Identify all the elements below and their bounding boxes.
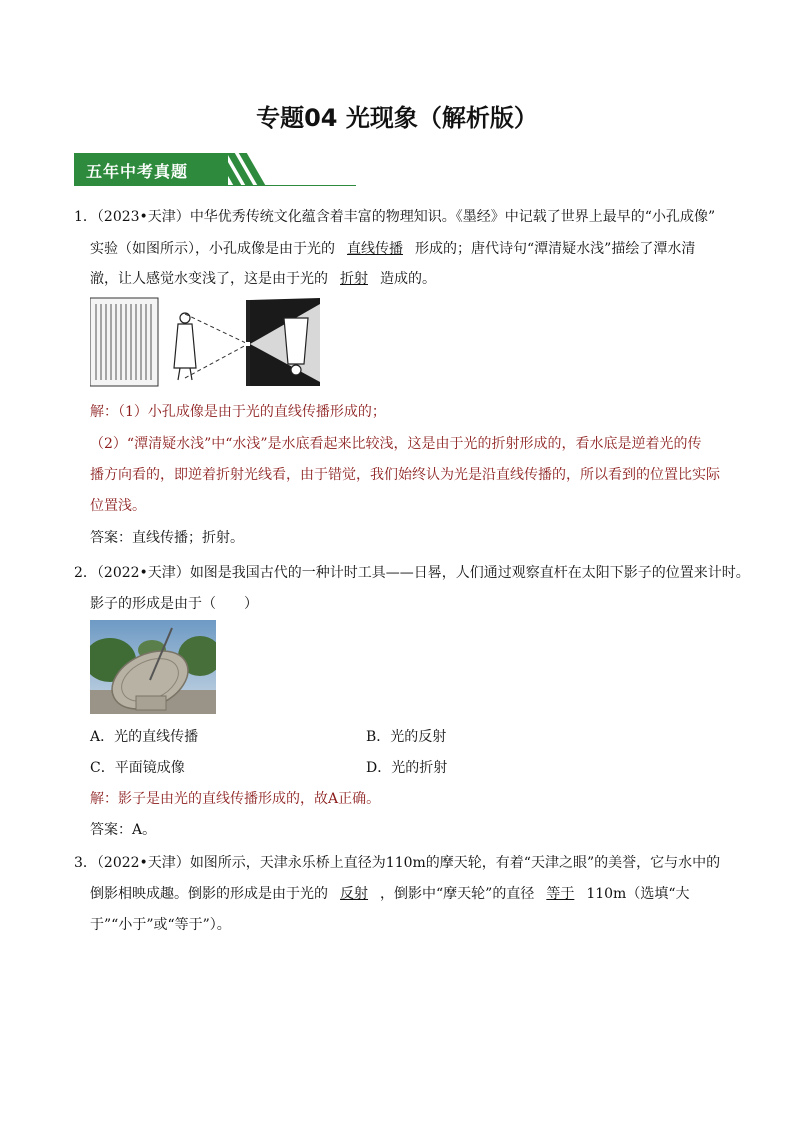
q1-blank-1: 直线传播 [347, 241, 403, 257]
q2-line1 [74, 562, 750, 582]
page-title: 专题04 光现象（解析版） [256, 104, 538, 132]
q2-source: （2022•天津） [96, 565, 190, 581]
q1-line2 [90, 238, 695, 258]
q1-text-2a: 实验（如图所示），小孔成像是由于光的 [90, 241, 335, 257]
standing-person [174, 313, 196, 380]
q3-blank-2: 等于 [546, 886, 575, 902]
q1-number: 1． [74, 209, 97, 225]
q1-blank-2: 折射 [340, 271, 368, 287]
banner-label: 五年中考真题 [86, 162, 189, 181]
banner-underline [74, 185, 356, 186]
q3-line2 [90, 883, 689, 903]
q1-text-1: 中华优秀传统文化蕴含着丰富的物理知识。《墨经》中记载了世界上最早的“小孔成像” [189, 209, 716, 225]
option-a: A．光的直线传播 [90, 729, 199, 745]
q1-answer: 答案：直线传播；折射。 [90, 530, 244, 546]
q1-text-3a: 澈，让人感觉水变浅了，这是由于光的 [90, 271, 328, 287]
section-banner [74, 153, 356, 187]
q2-answer: 答案：A。 [90, 822, 157, 838]
q3-line3: 于”“小于”或“等于”）。 [90, 917, 231, 933]
q1-source: （2023•天津） [96, 209, 190, 225]
q1-text-2b: 形成的；唐代诗句“潭清疑水浅”描绘了潭水清 [415, 241, 696, 257]
q1-solution-2: （2）“潭清疑水浅”中“水浅”是水底看起来比较浅，这是由于光的折射形成的，看水底是逆着光的传 [90, 436, 702, 452]
q2-solution: 解：影子是由光的直线传播形成的，故A正确。 [90, 791, 381, 807]
q3-blank-1: 反射 [340, 886, 368, 902]
q2-line2: 影子的形成是由于（ ） [90, 596, 258, 612]
pinhole-figure [90, 296, 322, 390]
q2-number: 2． [74, 565, 97, 581]
q3-source: （2022•天津） [96, 855, 190, 871]
q1-line1 [74, 206, 715, 226]
q3-line1 [74, 852, 720, 872]
option-d: D．光的折射 [366, 760, 448, 776]
q3-text-1: 如图所示，天津永乐桥上直径为110m的摩天轮，有着“天津之眼”的美誉，它与水中的 [189, 855, 721, 871]
sundial-photo [90, 620, 216, 714]
q1-solution-1: 解：（1）小孔成像是由于光的直线传播形成的； [90, 404, 386, 420]
q3-text-2a: 倒影相映成趣。倒影的形成是由于光的 [90, 886, 328, 902]
mojing-text-image [90, 298, 158, 386]
option-c: C．平面镜成像 [90, 760, 185, 776]
q1-line3 [90, 268, 436, 288]
q3-number: 3． [74, 855, 97, 871]
q1-solution-4: 位置浅。 [90, 498, 146, 514]
q2-text-1: 如图是我国古代的一种计时工具——日晷，人们通过观察直杆在太阳下影子的位置来计时。 [189, 565, 750, 581]
q3-text-2b: ，倒影中“摩天轮”的直径 [380, 886, 535, 902]
q1-solution-3: 播方向看的，即逆着折射光线看，由于错觉，我们始终认为光是沿直线传播的，所以看到的位置比实际 [90, 467, 720, 483]
option-b: B．光的反射 [366, 729, 447, 745]
q1-text-3b: 造成的。 [380, 271, 436, 287]
q3-text-2c: 110m（选填“大 [586, 886, 690, 902]
